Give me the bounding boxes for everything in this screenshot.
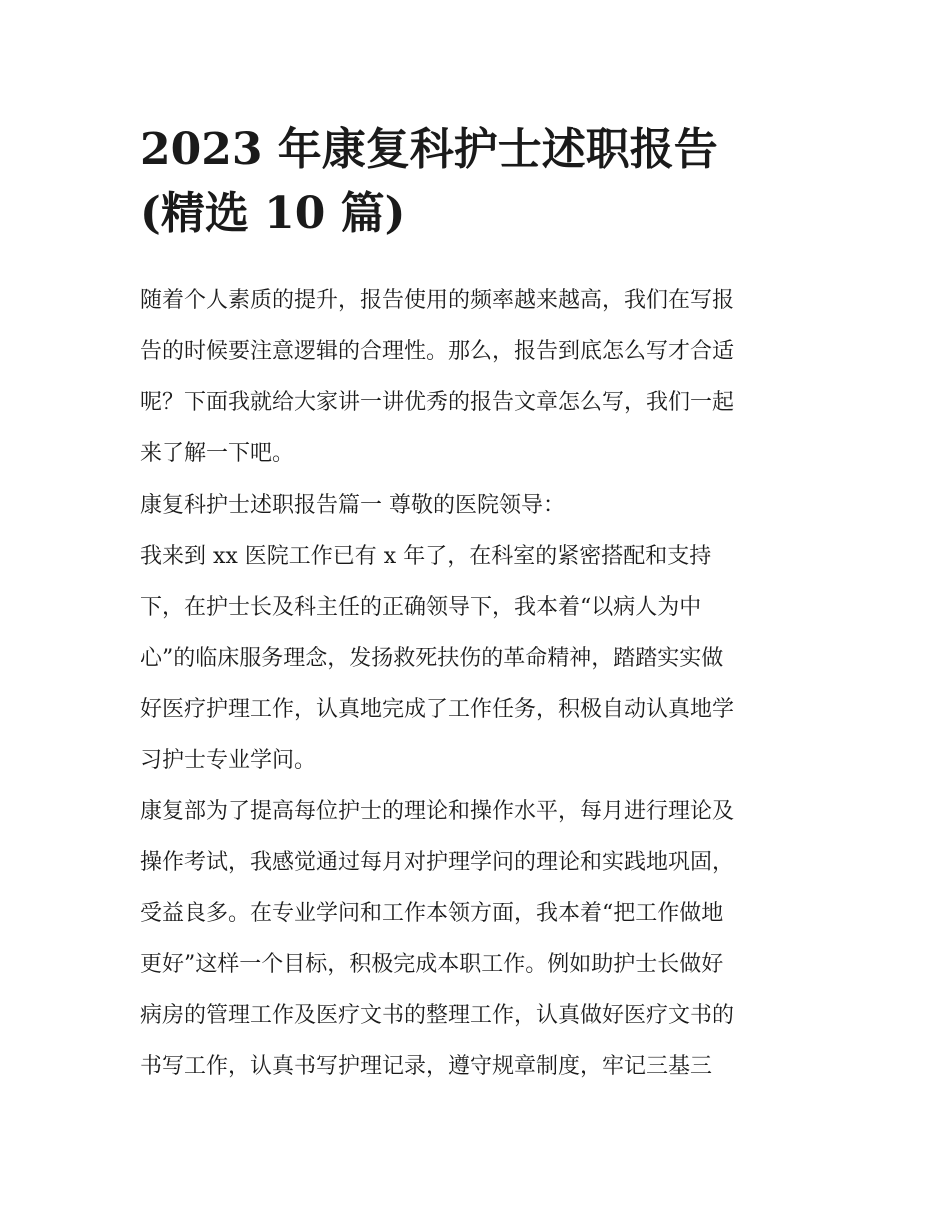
document-title: [140, 118, 840, 246]
title-line: (精选 10 篇): [140, 188, 406, 239]
paragraph-line: 书写工作，认真书写护理记录，遵守规章制度，牢记三基三: [140, 1054, 713, 1079]
body-paragraph: [140, 531, 830, 786]
paragraph-line: 习护士专业学问。: [140, 748, 317, 773]
paragraph-line: 心”的临床服务理念，发扬救死扶伤的革命精神，踏踏实实做: [140, 646, 724, 671]
paragraph-line: 我来到 xx 医院工作已有 x 年了，在科室的紧密搭配和支持: [140, 544, 712, 569]
paragraph-line: 康复科护士述职报告篇一 尊敬的医院领导：: [140, 493, 565, 518]
paragraph-line: 告的时候要注意逻辑的合理性。那么，报告到底怎么写才合适: [140, 339, 735, 364]
paragraph-line: 受益良多。在专业学问和工作本领方面，我本着“把工作做地: [140, 901, 724, 926]
paragraph-line: 更好”这样一个目标，积极完成本职工作。例如助护士长做好: [140, 952, 724, 977]
paragraph-line: 操作考试，我感觉通过每月对护理学问的理论和实践地巩固，: [140, 850, 735, 875]
paragraph-line: 病房的管理工作及医疗文书的整理工作，认真做好医疗文书的: [140, 1003, 735, 1028]
paragraph-line: 下，在护士长及科主任的正确领导下，我本着“以病人为中: [140, 595, 702, 620]
paragraph-line: 随着个人素质的提升，报告使用的频率越来越高，我们在写报: [140, 288, 735, 313]
body-paragraph: [140, 786, 830, 1092]
intro-paragraph: [140, 275, 830, 479]
section-heading-paragraph: [140, 480, 830, 531]
paragraph-line: 呢？下面我就给大家讲一讲优秀的报告文章怎么写，我们一起: [140, 390, 735, 415]
paragraph-line: 好医疗护理工作，认真地完成了工作任务，积极自动认真地学: [140, 697, 735, 722]
title-line: 2023 年康复科护士述职报告: [140, 124, 718, 175]
paragraph-line: 来了解一下吧。: [140, 441, 295, 466]
paragraph-line: 康复部为了提高每位护士的理论和操作水平，每月进行理论及: [140, 799, 735, 824]
